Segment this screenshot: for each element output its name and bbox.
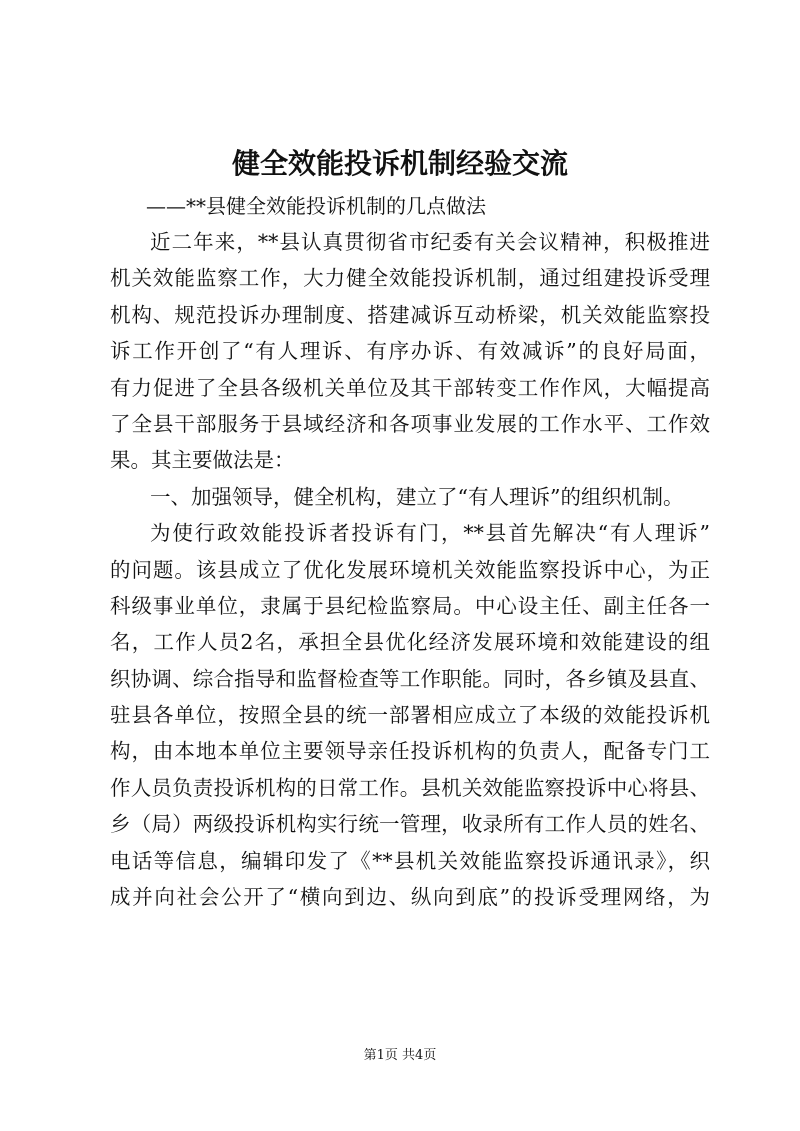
paragraph-line: 乡（局）两级投诉机构实行统一管理，收录所有工作人员的姓名、 bbox=[110, 812, 710, 837]
paragraph-line: 诉工作开创了“有人理诉、有序办诉、有效减诉”的良好局面， bbox=[110, 339, 710, 364]
paragraph-line: 织协调、综合指导和监督检查等工作职能。同时，各乡镇及县直、 bbox=[110, 666, 710, 691]
document-body bbox=[110, 224, 710, 915]
paragraph-line: 为使行政效能投诉者投诉有门，**县首先解决“有人理诉” bbox=[150, 521, 710, 546]
paragraph-line: 成并向社会公开了“横向到边、纵向到底”的投诉受理网络，为 bbox=[110, 885, 710, 910]
paragraph-line: 了全县干部服务于县域经济和各项事业发展的工作水平、工作效 bbox=[110, 411, 710, 436]
paragraph-line: 构，由本地本单位主要领导亲任投诉机构的负责人，配备专门工 bbox=[110, 739, 710, 764]
paragraph-line: 作人员负责投诉机构的日常工作。县机关效能监察投诉中心将县、 bbox=[110, 775, 710, 800]
paragraph-line: 机构、规范投诉办理制度、搭建减诉互动桥梁，机关效能监察投 bbox=[110, 302, 710, 327]
document-subtitle: ——**县健全效能投诉机制的几点做法 bbox=[146, 194, 486, 218]
paragraph-line: 近二年来，**县认真贯彻省市纪委有关会议精神，积极推进 bbox=[150, 230, 710, 254]
paragraph-line: 有力促进了全县各级机关单位及其干部转变工作作风，大幅提高 bbox=[110, 375, 710, 400]
paragraph-line: 名，工作人员2名，承担全县优化经济发展环境和效能建设的组 bbox=[110, 630, 710, 655]
paragraph-line: 科级事业单位，隶属于县纪检监察局。中心设主任、副主任各一 bbox=[110, 593, 710, 618]
paragraph-line: 电话等信息，编辑印发了《**县机关效能监察投诉通讯录》，织 bbox=[110, 848, 710, 873]
paragraph-line: 的问题。该县成立了优化发展环境机关效能监察投诉中心，为正 bbox=[110, 557, 710, 582]
paragraph-line: 机关效能监察工作，大力健全效能投诉机制，通过组建投诉受理 bbox=[110, 266, 710, 291]
paragraph-line: 果。其主要做法是： bbox=[110, 448, 295, 473]
document-title: 健全效能投诉机制经验交流 bbox=[231, 147, 568, 180]
paragraph-line: 驻县各单位，按照全县的统一部署相应成立了本级的效能投诉机 bbox=[110, 703, 710, 728]
page-number-footer: 第1页 共4页 bbox=[363, 1048, 437, 1063]
section-heading: 一、加强领导，健全机构，建立了“有人理诉”的组织机制。 bbox=[150, 484, 684, 509]
